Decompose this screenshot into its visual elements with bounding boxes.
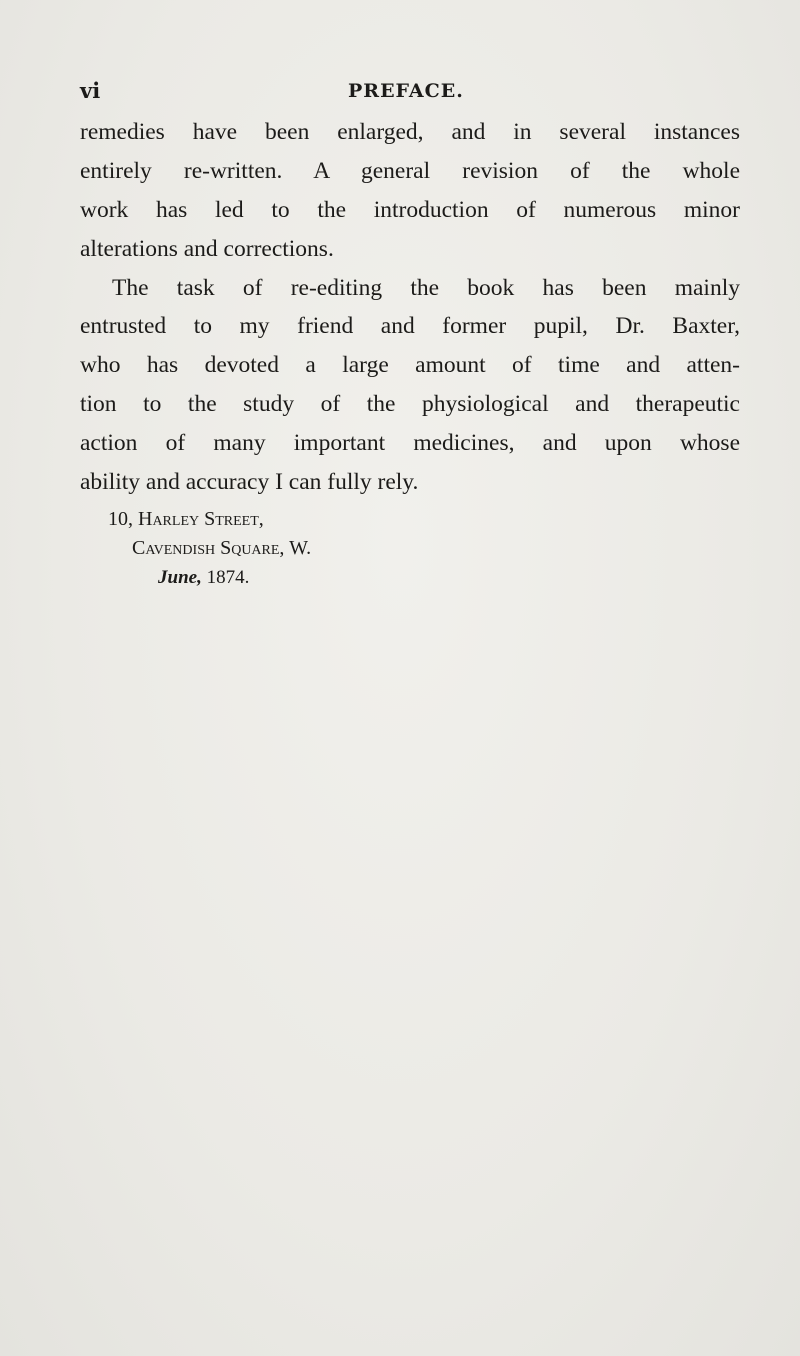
text-line: who has devoted a large amount of time and atten- — [80, 352, 740, 379]
text-line: tion to the study of the physiological and therapeutic — [80, 391, 740, 418]
preface-text — [80, 113, 740, 502]
date-line — [108, 563, 311, 592]
signoff-block — [108, 505, 311, 592]
text-line: entrusted to my friend and former pupil, Dr. Baxter, — [80, 313, 740, 340]
text-line: action of many important medicines, and upon whose — [80, 430, 740, 457]
running-title: PREFACE. — [348, 80, 464, 102]
page-header — [80, 78, 720, 108]
date-month: June, — [158, 567, 202, 588]
text-line: The task of re-editing the book has been mainly — [112, 274, 740, 301]
address-line: Cavendish Square, W. — [132, 537, 312, 559]
text-line: work has led to the introduction of numerous minor — [80, 196, 740, 223]
text-line: remedies have been enlarged, and in several instances — [80, 119, 740, 145]
address-line: 10, Harley Street, — [108, 508, 264, 530]
text-line: entirely re-written. A general revision of the whole — [80, 157, 740, 184]
text-line: ability and accuracy I can fully rely. — [80, 469, 419, 496]
text-line: alterations and corrections. — [80, 235, 334, 262]
page-number: vi — [80, 78, 101, 103]
date-year: 1874. — [206, 567, 250, 588]
